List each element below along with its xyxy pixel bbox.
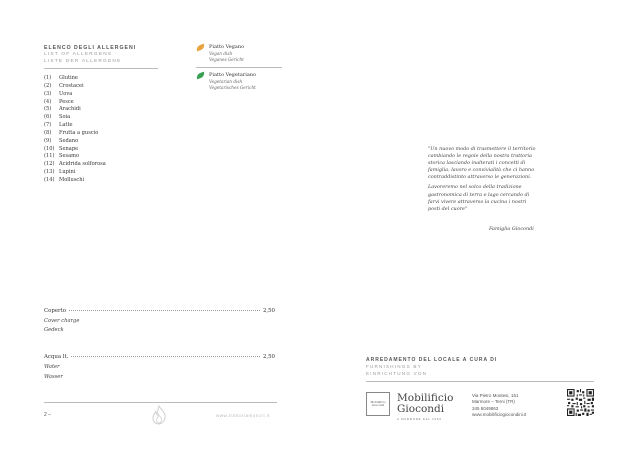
mobilificio-logo-box: Mobilificio Giocondi [366, 392, 390, 416]
address-phone: 345 5049863 [472, 405, 499, 411]
allergens-divider [44, 68, 158, 69]
coperto-en: Cover charge [44, 318, 80, 324]
allergen-item: (4) Pesce [44, 98, 74, 105]
acqua-de: Wasser [44, 374, 63, 380]
allergen-item: (9) Sedano [44, 137, 79, 144]
allergen-item: (5) Arachidi [44, 106, 81, 113]
acqua-price: 2,50 [262, 354, 275, 360]
allergen-item: (8) Frutta a guscio [44, 129, 99, 136]
furnishing-title: ARREDAMENTO DEL LOCALE A CURA DI [366, 357, 498, 363]
footer-url[interactable]: www.trattoriamoncri.it [216, 413, 271, 418]
menu-row-coperto [44, 308, 275, 314]
legend-divider [196, 67, 282, 68]
vegetarian-de: Vegetarisches Gericht [209, 85, 256, 90]
footer-divider [44, 402, 277, 403]
quote-block [428, 146, 538, 216]
allergen-item: (2) Crostacei [44, 82, 84, 89]
allergen-item: (7) Latte [44, 122, 73, 129]
allergen-item: (13) Lupini [44, 169, 76, 176]
menu-row-acqua [44, 354, 275, 360]
allergen-item: (12) Acidrida solforosa [44, 161, 106, 168]
quote-paragraph-2: Lavoreremo nel solco della tradizione gastronomica di terra e lago cercando di farvi vivere attraverso la cucina i nostri posti del cuore" [428, 184, 530, 212]
address-website[interactable]: www.mobilificiogiocondini.it [472, 412, 527, 418]
allergens-subtitle-de: LISTE DER ALLERGENE [44, 59, 122, 64]
vegan-leaf-icon [195, 44, 205, 52]
qr-code-icon[interactable] [567, 389, 594, 416]
allergens-subtitle-en: LIST OF ALLERGENS [44, 52, 113, 57]
logo-name-line2: Giocondi [397, 403, 445, 415]
quote-signature: Famiglia Giocondi [489, 226, 534, 232]
address-street: Via Pietro Montesi, 151 [472, 393, 519, 398]
furnishing-subtitle-de: EINRICHTUNG VON [366, 371, 428, 376]
logo-name-line1: Mobilificio [397, 392, 454, 404]
coperto-price: 2,50 [262, 308, 275, 314]
allergen-item: (1) Glutine [44, 75, 78, 81]
vegan-en: Vegan dish [209, 51, 233, 56]
furnishing-address [472, 393, 526, 419]
address-city: Marmore – Terni (TR) [472, 399, 515, 405]
logo-tagline: A MARMORE DAL 1963 [397, 417, 442, 421]
flame-logo-icon [150, 405, 168, 425]
allergen-item: (14) Molluschi [44, 176, 85, 183]
allergen-item: (6) Soia [44, 114, 71, 121]
acqua-en: Water [44, 364, 60, 370]
furnishing-subtitle-en: FURNISHINGS BY [366, 364, 422, 369]
vegan-title: Piatto Vegano [209, 44, 245, 50]
vegetarian-en: Vegetarian dish [209, 79, 243, 84]
allergens-title: ELENCO DEGLI ALLERGENI [44, 45, 137, 51]
vegan-de: Veganes Gericht [209, 57, 244, 62]
acqua-label: Acqua lt. [44, 354, 69, 360]
quote-paragraph-1: "Un nuovo modo di trasmettere il territorio cambiando le regole della nostra trattoria storica lasciando inalterati i concetti di famiglia, lavoro e convivialità che ci hanno contraddistinto attraverso le generazioni. [428, 146, 536, 181]
page-number: 2 – [44, 412, 51, 418]
coperto-de: Gedeck [44, 327, 64, 333]
vegetarian-title: Piatto Vegetariano [209, 72, 257, 78]
furnishing-divider [366, 381, 594, 382]
leader-dots [69, 310, 260, 311]
vegetarian-leaf-icon [195, 72, 205, 80]
leader-dots [71, 356, 260, 357]
allergen-item: (10) Senape [44, 145, 79, 152]
allergen-item: (3) Uova [44, 90, 73, 97]
allergen-item: (11) Sesamo [44, 153, 80, 160]
allergen-list [44, 75, 106, 185]
coperto-label: Coperto [44, 308, 66, 314]
